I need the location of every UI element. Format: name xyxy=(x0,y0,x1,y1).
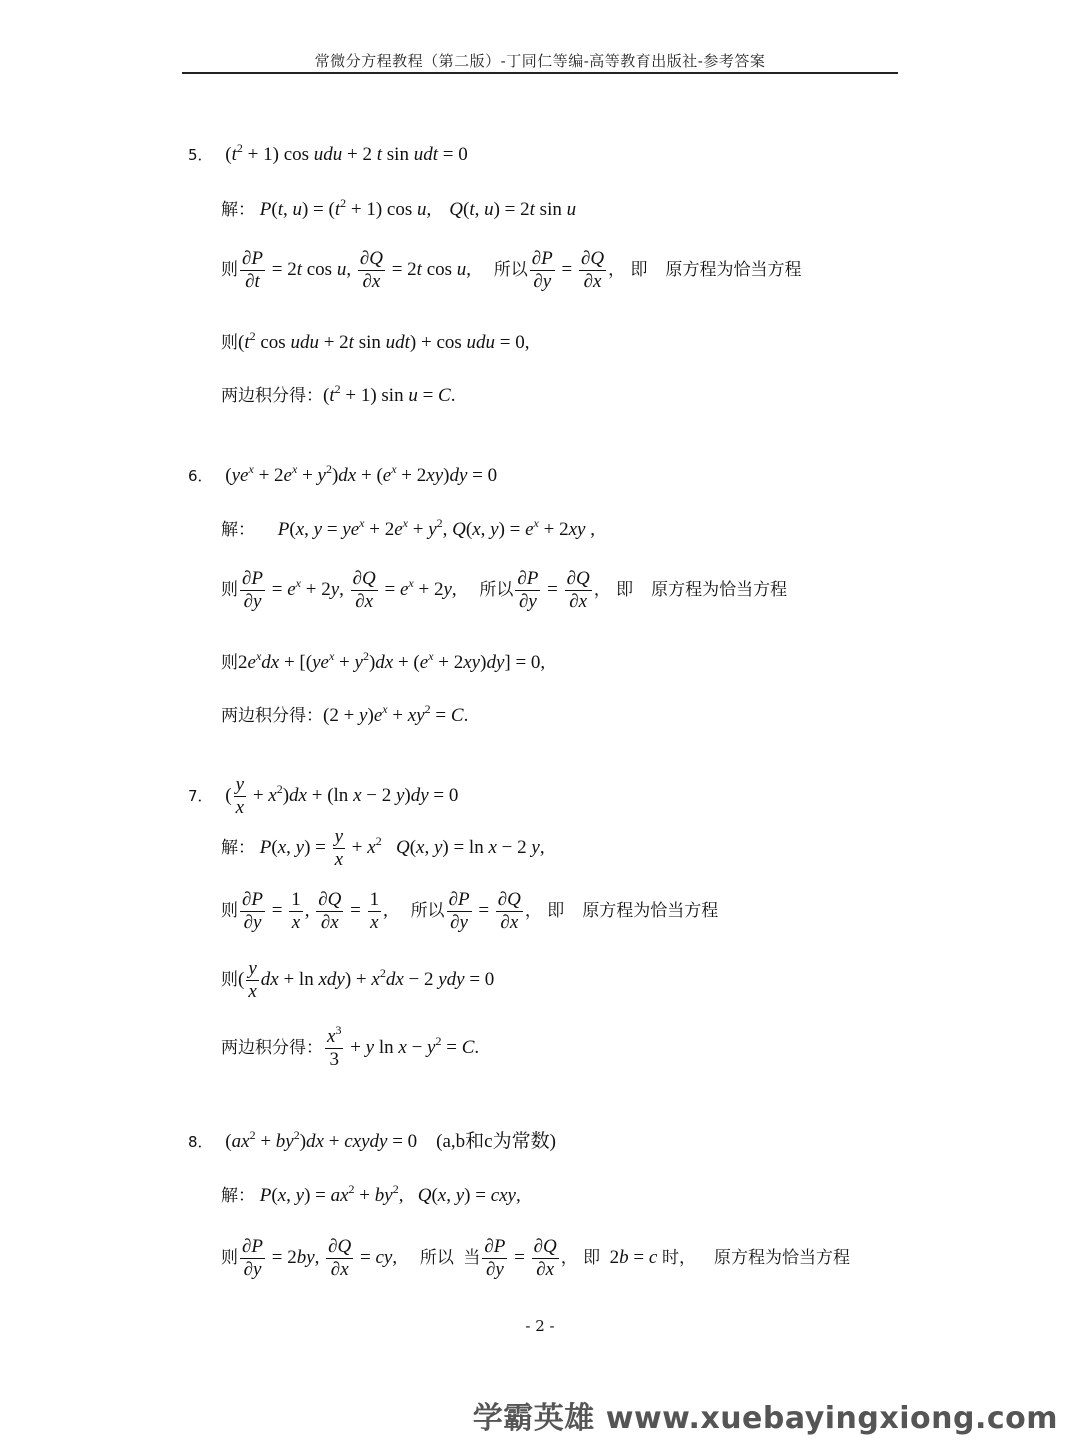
problem-6-statement: 6． $(ye^x + 2e^x + y^2)dx + (e^x + 2xy)dy = 0$ xyxy=(188,462,498,486)
then-label: 则 xyxy=(221,900,238,921)
namely-label: ， 即 xyxy=(524,900,565,921)
exact-conclusion: 原方程为恰当方程 xyxy=(651,579,788,600)
problem-5-regroup: 则($t^2$ cos udu + 2t sin udt) + cos udu = 0, xyxy=(221,329,530,353)
page-header: 常微分方程教程（第二版）-丁同仁等编-高等教育出版社-参考答案 xyxy=(314,52,766,70)
namely-label: ， 即 xyxy=(560,1247,601,1268)
solution-label: 解： xyxy=(221,837,255,858)
constants-note: (a,b和c为常数) xyxy=(436,1131,556,1152)
problem-7-statement: 7． ( $\frac{y}{x}$ + $x^2)dx + (\ln$ x − 2 y)dy = 0 xyxy=(188,774,459,818)
when-label: 当 xyxy=(463,1247,481,1268)
problem-5-derivatives: 则 $\frac{\partial P}{\partial t}$ = 2t cos u, $\frac{\partial Q}{\partial x}$ = 2t cos u, 所以 $\frac{\partial P}{\partial y}$ = $\frac{\partial Q}{\partial x}$ ， 即 原方程为恰当方程 xyxy=(221,248,802,292)
problem-6-regroup: 则$2e^xdx + [(ye^x + y^2)dx + (e^x + 2xy)dy] = 0$, xyxy=(221,649,546,673)
exact-conclusion: 原方程为恰当方程 xyxy=(582,900,719,921)
problem-8-solution: 解： P(x, $y) = ax^2 + by^2$, Q(x, y) = cxy, xyxy=(221,1182,521,1206)
then-label: 则 xyxy=(221,333,238,353)
problem-7-solution: 解： P(x, y) = $\frac{y}{x}$ + $x^2$ Q(x, y) = ln x − 2 y, xyxy=(221,826,545,870)
namely-label: ， 即 xyxy=(608,259,648,280)
problem-number: 5． xyxy=(188,146,213,164)
exact-conclusion: 原方程为恰当方程 xyxy=(665,259,802,280)
therefore-label: 所以 xyxy=(419,1247,454,1268)
then-label: 则 xyxy=(221,1247,238,1268)
therefore-label: 所以 xyxy=(493,259,528,280)
problem-7-derivatives: 则 $\frac{\partial P}{\partial y}$ = $\frac{1}{x}$ , $\frac{\partial Q}{\partial x}$ = $\frac{1}{x}$ , 所以 $\frac{\partial P}{\partial y}$ = $\frac{\partial Q}{\partial x}$ ， 即 原方程为恰当方程 xyxy=(221,889,719,933)
problem-6-derivatives: 则 $\frac{\partial P}{\partial y}$ = $e^x + 2y$, $\frac{\partial Q}{\partial x}$ = $e^x + 2y$, 所以 $\frac{\partial P}{\partial y}$ = $\frac{\partial Q}{\partial x}$ ， 即 原方程为恰当方程 xyxy=(221,568,788,612)
problem-number: 6． xyxy=(188,467,213,485)
then-label: 则 xyxy=(221,579,238,600)
integrate-label: 两边积分得： xyxy=(221,706,323,726)
then-label: 则 xyxy=(221,653,238,673)
problem-5-statement: 5． $(t^2 + 1)$ cos udu + 2 t sin udt = 0 xyxy=(188,141,468,165)
problem-8-statement: 8． $(ax^2 + by^2)dx$ + cxydy = 0 (a,b和c为常数) xyxy=(188,1128,556,1152)
integrate-label: 两边积分得： xyxy=(221,1037,323,1058)
header-divider xyxy=(182,72,898,74)
then-label: 则 xyxy=(221,259,238,280)
then-label: 则 xyxy=(221,969,238,990)
page-number: - 2 - xyxy=(525,1317,555,1335)
namely-label: ， 即 xyxy=(593,579,634,600)
problem-6-solution: 解： P(x, $y = ye^x + 2e^x + y^2$, Q(x, $y) = e^x + 2xy$ , xyxy=(221,516,595,540)
solution-label: 解： xyxy=(221,200,255,220)
problem-7-regroup: 则( $\frac{y}{x}$ dx + $\ln xdy) + x^2dx - 2$ ydy = 0 xyxy=(221,958,495,1002)
therefore-label: 所以 xyxy=(410,900,445,921)
problem-5-result: 两边积分得：$(t^2 + 1)$ sin u = C. xyxy=(221,382,456,406)
site-watermark: 学霸英雄 www.xuebayingxiong.com xyxy=(472,1401,1058,1436)
problem-6-result: 两边积分得：$(2 + y)e^x + xy^2 = C$. xyxy=(221,702,469,726)
problem-number: 8． xyxy=(188,1133,213,1151)
problem-8-derivatives: 则 $\frac{\partial P}{\partial y}$ = 2by, $\frac{\partial Q}{\partial x}$ = cy, 所以 当 $\frac{\partial P}{\partial y}$ = $\frac{\partial Q}{\partial x}$ ， 即 2b = c 时， 原方程为恰当方程 xyxy=(221,1236,851,1280)
exact-conclusion: 原方程为恰当方程 xyxy=(714,1247,851,1268)
solution-label: 解： xyxy=(221,1186,255,1206)
solution-label: 解： xyxy=(221,520,255,540)
therefore-label: 所以 xyxy=(479,579,514,600)
problem-7-result: 两边积分得： $\frac{x^3}{3}$ + y $\ln x - y^2 = C$. xyxy=(221,1023,480,1070)
integrate-label: 两边积分得： xyxy=(221,386,323,406)
condition-label: 时， xyxy=(662,1247,697,1268)
problem-5-solution: 解： P(t, $u) = (t^2 + 1)$ cos u, Q(t, u) = 2t sin u xyxy=(221,196,577,220)
problem-number: 7． xyxy=(188,786,213,805)
